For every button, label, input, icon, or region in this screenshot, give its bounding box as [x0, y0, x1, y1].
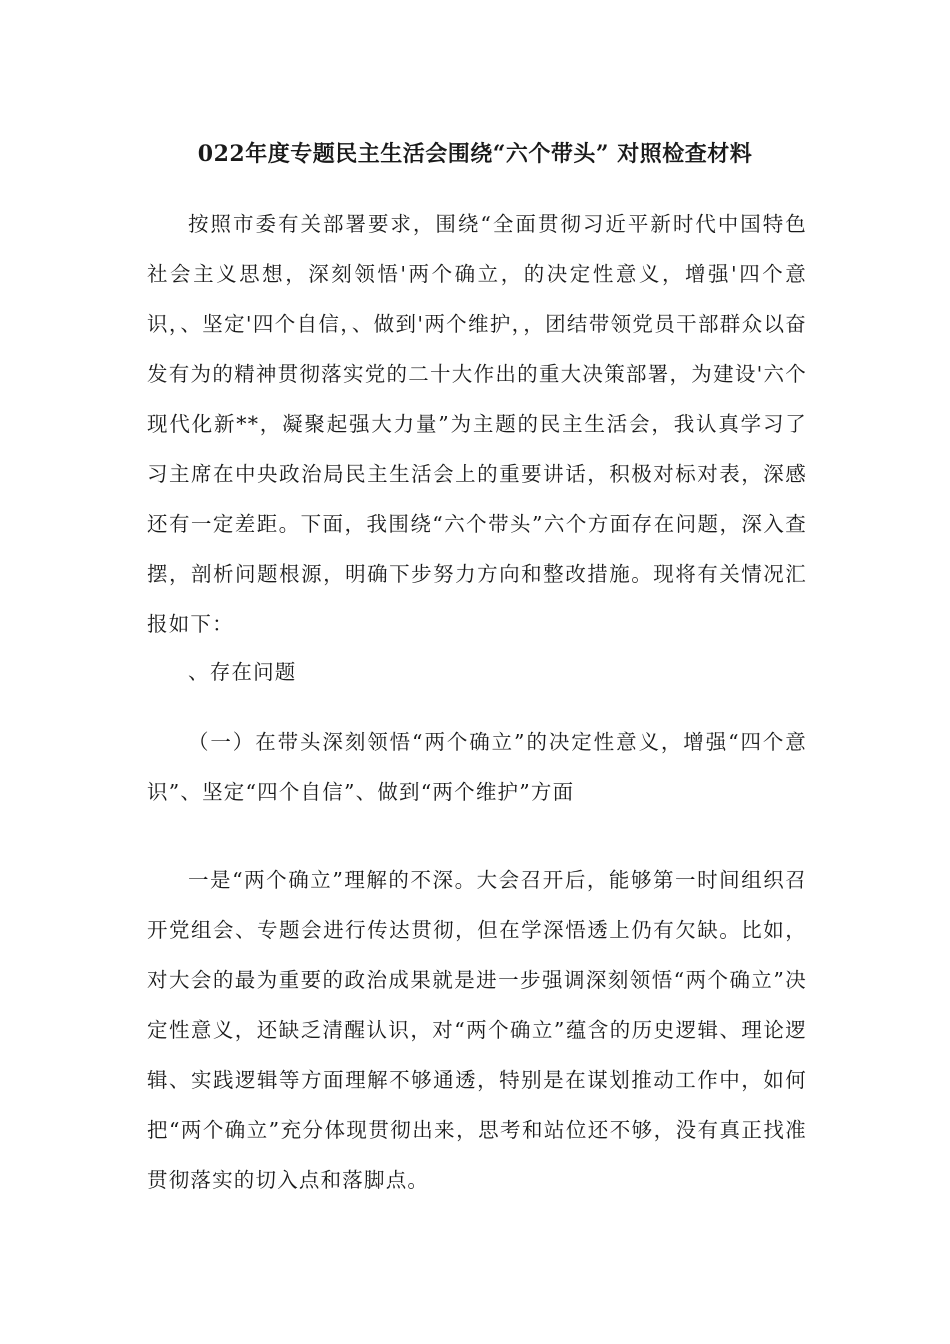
section-heading-problems: 、存在问题: [188, 660, 297, 684]
intro-paragraph: 按照市委有关部署要求，围绕“全面贯彻习近平新时代中国特色社会主义思想，深刻领悟'两个确立，的决定性意义，增强'四个意识，、坚定'四个自信，、做到'两个维护，，团结带领党员干部群众以奋发有为的精神贯彻落实党的二十大作出的重大决策部署，为建设'六个现代化新**，凝聚起强大力量”为主题的民主生活会，我认真学习了习主席在中央政治局民主生活会上的重要讲话，积极对标对表，深感还有一定差距。下面，我围绕“六个带头”六个方面存在问题，深入查摆，剖析问题根源，明确下步努力方向和整改措施。现将有关情况汇报如下：: [147, 212, 807, 636]
document-title: 022年度专题民主生活会围绕“六个带头” 对照检查材料: [197, 141, 753, 167]
subsection-heading-1: （一）在带头深刻领悟“两个确立”的决定性意义，增强“四个意识”、坚定“四个自信”、做到“两个维护”方面: [147, 730, 807, 804]
item-paragraph-1: 一是“两个确立”理解的不深。大会召开后，能够第一时间组织召开党组会、专题会进行传达贯彻，但在学深悟透上仍有欠缺。比如，对大会的最为重要的政治成果就是进一步强调深刻领悟“两个确立”决定性意义，还缺乏清醒认识，对“两个确立”蕴含的历史逻辑、理论逻辑、实践逻辑等方面理解不够通透，特别是在谋划推动工作中，如何把“两个确立”充分体现贯彻出来，思考和站位还不够，没有真正找准贯彻落实的切入点和落脚点。: [147, 868, 807, 1192]
